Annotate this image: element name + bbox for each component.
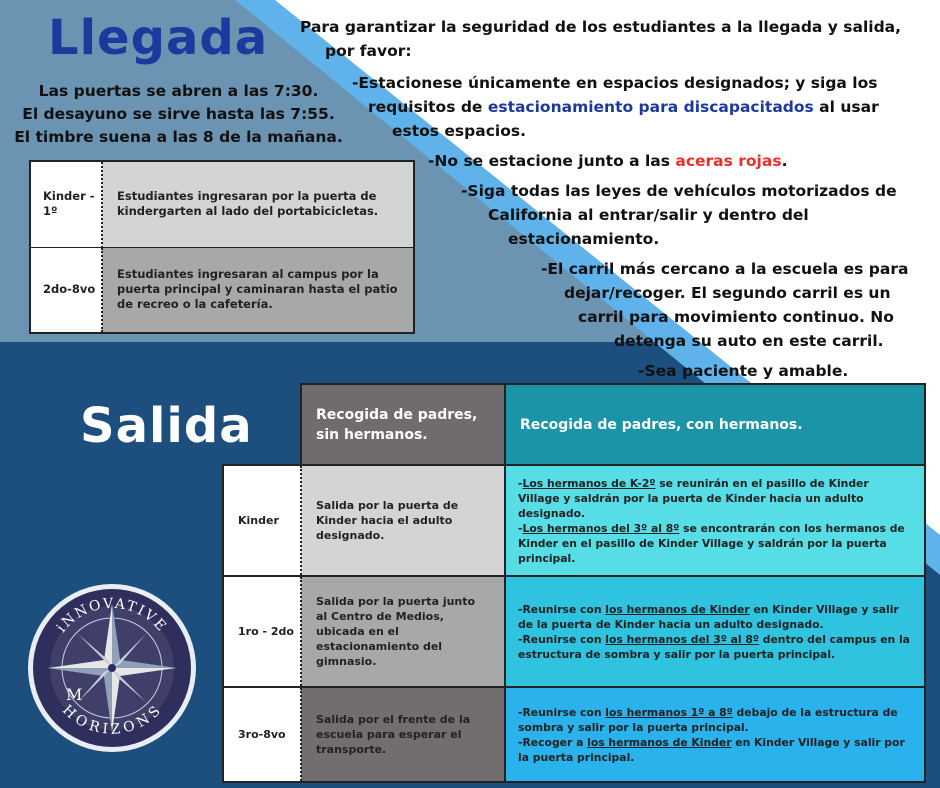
red-curbs-link[interactable]: aceras rojas <box>675 152 782 170</box>
sibling-rule-text: Reunirse con <box>522 705 606 719</box>
note-parking-line-2 <box>368 96 879 119</box>
logo-letter: M <box>66 685 83 704</box>
sibling-rule: -Reunirse con los hermanos del 3º al 8º dentro del campus en la estructura de sombra y salir por la puerta principal. <box>518 632 910 661</box>
sibling-group: los hermanos del 3º al 8º <box>605 632 759 646</box>
logo-bottom-text: HORIZONS <box>59 702 166 738</box>
sibling-rule-text: Recoger a <box>522 735 588 749</box>
sibling-rule: -Los hermanos de K-2º se reunirán en el pasillo de Kinder Village y saldrán por la puerta de Kinder hacia un adulto designado. <box>518 476 869 520</box>
llegada-title: Llegada <box>48 10 269 66</box>
sibling-rule: -Recoger a los hermanos de Kinder en Kinder Village y salir por la puerta principal. <box>518 735 905 764</box>
gates-open-text: Las puertas se abren a las 7:30. <box>38 82 319 100</box>
arrival-times <box>6 80 351 149</box>
bell-text: El timbre suena a las 8 de la mañana. <box>14 128 343 146</box>
table-row <box>223 576 925 687</box>
sibling-group: los hermanos de Kinder <box>605 602 750 616</box>
sibling-rule-text: dentro del campus en la estructura de sombra y salir por la puerta principal. <box>518 632 910 661</box>
sibling-rule-text: Reunirse con <box>522 632 606 646</box>
grade-cell: Kinder <box>223 465 301 576</box>
note-lanes-line-3: carril para movimiento continuo. No <box>578 308 894 326</box>
note-parking-line-3: estos espacios. <box>392 122 526 140</box>
note-laws-line-1: -Siga todas las leyes de vehículos motorizados de <box>461 182 897 200</box>
sibling-rule-text: en Kinder Village y salir de la puerta de Kinder hacia un adulto designado. <box>518 602 899 631</box>
notes-intro-line-2: por favor: <box>325 42 412 60</box>
sibling-rule-text: se reunirán en el pasillo de Kinder Village y saldrán por la puerta de Kinder hacia un adulto designado. <box>518 476 869 520</box>
note-laws-line-2: California al entrar/salir y dentro del <box>488 206 809 224</box>
sibling-group: los hermanos 1º a 8º <box>605 705 733 719</box>
sibling-group: los hermanos de Kinder <box>587 735 732 749</box>
sibling-group: Los hermanos del 3º al 8º <box>522 521 680 535</box>
dismissal-description: Salida por la puerta junto al Centro de Medios, ubicada en el estacionamiento del gimnasio. <box>301 576 505 687</box>
arrival-description: Estudiantes ingresaran al campus por la puerta principal y caminaran hasta el patio de recreo o la cafetería. <box>102 247 414 333</box>
grade-cell: 2do-8vo <box>30 247 102 333</box>
logo-top-text: iNNOVATIVE <box>53 595 171 636</box>
dismissal-table <box>222 383 926 783</box>
note-parking-line-1: -Estacionese únicamente en espacios designados; y siga los <box>352 74 878 92</box>
sibling-rule: -Reunirse con los hermanos 1º a 8º debajo de la estructura de sombra y salir por la puerta principal. <box>518 705 898 734</box>
header-with-siblings: Recogida de padres, con hermanos. <box>505 384 925 465</box>
table-row <box>30 247 414 333</box>
table-row <box>223 465 925 576</box>
header-spacer <box>223 384 301 465</box>
note-text: . <box>781 152 788 170</box>
sibling-rule-text: se encontrarán con los hermanos de Kinder en el pasillo de Kinder Village y saldrán por la puerta principal. <box>518 521 905 565</box>
school-logo <box>26 582 198 754</box>
sibling-rule: -Los hermanos del 3º al 8º se encontrarán con los hermanos de Kinder en el pasillo de Kinder Village y saldrán por la puerta principal. <box>518 521 905 565</box>
note-red-curb <box>428 150 787 173</box>
note-patience: -Sea paciente y amable. <box>638 362 849 380</box>
table-header-row <box>223 384 925 465</box>
note-text: -No se estacione junto a las <box>428 152 676 170</box>
siblings-instructions <box>505 465 925 576</box>
arrival-table <box>29 160 415 334</box>
header-no-siblings: Recogida de padres, sin hermanos. <box>301 384 505 465</box>
note-lanes-line-1: -El carril más cercano a la escuela es para <box>541 260 909 278</box>
siblings-instructions <box>505 576 925 687</box>
sibling-rule-text: en Kinder Village y salir por la puerta principal. <box>518 735 905 764</box>
dismissal-description: Salida por el frente de la escuela para esperar el transporte. <box>301 687 505 782</box>
sibling-rule-text: debajo de la estructura de sombra y salir por la puerta principal. <box>518 705 898 734</box>
grade-cell: 3ro-8vo <box>223 687 301 782</box>
grade-cell: 1ro - 2do <box>223 576 301 687</box>
note-lanes-line-4: detenga su auto en este carril. <box>614 332 884 350</box>
arrival-description: Estudiantes ingresaran por la puerta de kindergarten al lado del portabicicletas. <box>102 161 414 247</box>
notes-intro-line-1: Para garantizar la seguridad de los estudiantes a la llegada y salida, <box>300 18 902 36</box>
sibling-rule-text: Reunirse con <box>522 602 606 616</box>
dismissal-description: Salida por la puerta de Kinder hacia el adulto designado. <box>301 465 505 576</box>
table-row <box>223 687 925 782</box>
siblings-instructions <box>505 687 925 782</box>
grade-cell: Kinder - 1º <box>30 161 102 247</box>
note-text: al usar <box>813 98 879 116</box>
sibling-rule: -Reunirse con los hermanos de Kinder en Kinder Village y salir de la puerta de Kinder hacia un adulto designado. <box>518 602 899 631</box>
disabled-parking-link[interactable]: estacionamiento para discapacitados <box>487 98 814 116</box>
table-row <box>30 161 414 247</box>
note-laws-line-3: estacionamiento. <box>508 230 660 248</box>
note-text: requisitos de <box>368 98 488 116</box>
sibling-group: Los hermanos de K-2º <box>522 476 656 490</box>
breakfast-text: El desayuno se sirve hasta las 7:55. <box>22 105 335 123</box>
note-lanes-line-2: dejar/recoger. El segundo carril es un <box>564 284 891 302</box>
salida-title: Salida <box>80 398 253 454</box>
